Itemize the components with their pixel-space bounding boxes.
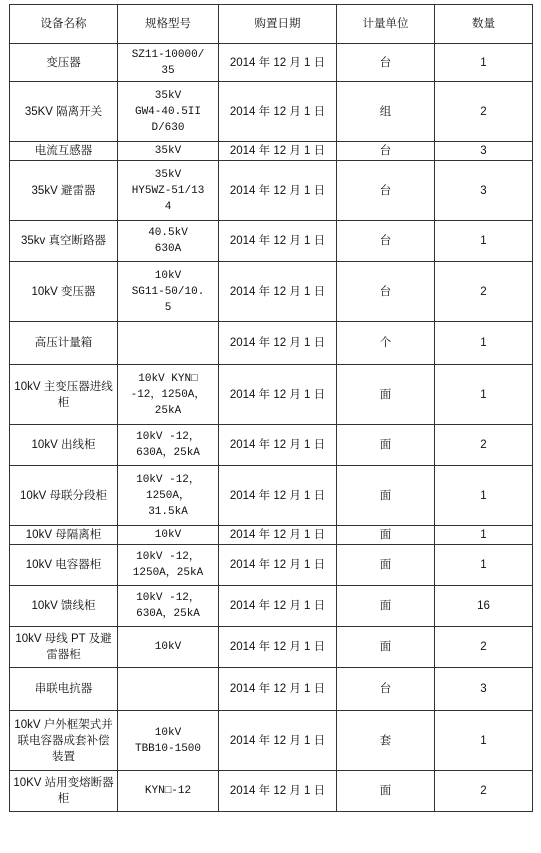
purchase-date: 2014 年 12 月 1 日: [219, 526, 337, 545]
quantity: 1: [435, 44, 533, 82]
equipment-table: [9, 4, 533, 812]
quantity: 2: [435, 425, 533, 466]
unit: 台: [337, 142, 435, 161]
unit: 面: [337, 586, 435, 627]
quantity: 2: [435, 627, 533, 668]
spec-model: [118, 545, 219, 586]
unit: 台: [337, 262, 435, 322]
equipment-name: 10KV 站用变熔断器柜: [10, 771, 118, 812]
spec-line: 35: [161, 64, 175, 77]
spec-line: 5: [164, 301, 172, 314]
spec-model: [118, 161, 219, 221]
spec-model: [118, 262, 219, 322]
unit: 面: [337, 545, 435, 586]
purchase-date: 2014 年 12 月 1 日: [219, 142, 337, 161]
spec-line: -12，1250A，: [130, 388, 206, 401]
equipment-name: 10kV 馈线柜: [10, 586, 118, 627]
equipment-name: 10kV 母线 PT 及避雷器柜: [10, 627, 118, 668]
spec-line: SZ11-10000/: [131, 48, 205, 61]
purchase-date: 2014 年 12 月 1 日: [219, 425, 337, 466]
purchase-date: 2014 年 12 月 1 日: [219, 466, 337, 526]
spec-model: [118, 425, 219, 466]
purchase-date: 2014 年 12 月 1 日: [219, 668, 337, 711]
table-row: [10, 545, 533, 586]
spec-line: 10kV -12，: [136, 473, 200, 486]
equipment-name: 10kV 母隔离柜: [10, 526, 118, 545]
table-row: [10, 142, 533, 161]
equipment-name: 10kV 户外框架式并联电容器成套补偿装置: [10, 711, 118, 771]
unit: 组: [337, 82, 435, 142]
unit: 台: [337, 161, 435, 221]
spec-line: D/630: [151, 121, 185, 134]
spec-line: 35kV: [154, 145, 182, 157]
unit: 套: [337, 711, 435, 771]
equipment-name: 串联电抗器: [10, 668, 118, 711]
spec-line: GW4-40.5II: [134, 105, 201, 118]
equipment-name: 10kV 母联分段柜: [10, 466, 118, 526]
unit: 面: [337, 425, 435, 466]
equipment-name: 35kV 避雷器: [10, 161, 118, 221]
unit: 面: [337, 466, 435, 526]
unit: 面: [337, 771, 435, 812]
header-qty: 数量: [435, 5, 533, 44]
table-row: [10, 44, 533, 82]
spec-line: 10kV: [154, 641, 182, 653]
equipment-name: 35kv 真空断路器: [10, 221, 118, 262]
table-row: [10, 668, 533, 711]
spec-model: [118, 221, 219, 262]
spec-line: 1250A，: [145, 489, 190, 502]
equipment-name: 10kV 出线柜: [10, 425, 118, 466]
equipment-name: 变压器: [10, 44, 118, 82]
spec-model: [118, 711, 219, 771]
spec-model: [118, 586, 219, 627]
spec-model: [118, 365, 219, 425]
quantity: 2: [435, 82, 533, 142]
header-row: [10, 5, 533, 44]
spec-model: [118, 771, 219, 812]
spec-line: 630A，25kA: [136, 608, 200, 620]
purchase-date: 2014 年 12 月 1 日: [219, 586, 337, 627]
header-unit: 计量单位: [337, 5, 435, 44]
spec-line: 10kV: [154, 269, 182, 282]
unit: 面: [337, 627, 435, 668]
quantity: 1: [435, 526, 533, 545]
unit: 台: [337, 668, 435, 711]
equipment-name: 10kV 变压器: [10, 262, 118, 322]
spec-model: [118, 44, 219, 82]
table-row: [10, 221, 533, 262]
purchase-date: 2014 年 12 月 1 日: [219, 545, 337, 586]
purchase-date: 2014 年 12 月 1 日: [219, 322, 337, 365]
spec-line: TBB10-1500: [134, 742, 201, 755]
purchase-date: 2014 年 12 月 1 日: [219, 161, 337, 221]
header-spec: 规格型号: [118, 5, 219, 44]
table-row: [10, 771, 533, 812]
table-row: [10, 82, 533, 142]
quantity: 2: [435, 262, 533, 322]
unit: 台: [337, 221, 435, 262]
spec-line: KYN□-12: [144, 785, 192, 797]
spec-line: 630A，25kA: [136, 447, 200, 459]
spec-line: 10kV: [154, 529, 182, 541]
table-body: [10, 44, 533, 812]
purchase-date: 2014 年 12 月 1 日: [219, 82, 337, 142]
equipment-name: 35KV 隔离开关: [10, 82, 118, 142]
spec-model: [118, 668, 219, 711]
spec-line: 630A: [154, 243, 182, 255]
purchase-date: 2014 年 12 月 1 日: [219, 627, 337, 668]
quantity: 3: [435, 161, 533, 221]
equipment-name: 10kV 电容器柜: [10, 545, 118, 586]
purchase-date: 2014 年 12 月 1 日: [219, 711, 337, 771]
purchase-date: 2014 年 12 月 1 日: [219, 365, 337, 425]
unit: 面: [337, 526, 435, 545]
table-row: [10, 586, 533, 627]
quantity: 2: [435, 771, 533, 812]
header-name: 设备名称: [10, 5, 118, 44]
table-row: [10, 365, 533, 425]
spec-model: [118, 526, 219, 545]
quantity: 16: [435, 586, 533, 627]
spec-line: 4: [164, 200, 172, 213]
purchase-date: 2014 年 12 月 1 日: [219, 221, 337, 262]
spec-line: 10kV -12，: [136, 551, 200, 563]
unit: 台: [337, 44, 435, 82]
spec-line: 10kV -12，: [136, 592, 200, 604]
spec-line: 1250A，25kA: [132, 567, 204, 579]
quantity: 1: [435, 711, 533, 771]
table-row: [10, 466, 533, 526]
unit: 面: [337, 365, 435, 425]
table-row: [10, 425, 533, 466]
equipment-name: 10kV 主变压器进线柜: [10, 365, 118, 425]
spec-line: 10kV KYN□: [138, 372, 198, 385]
spec-line: 35kV: [154, 89, 182, 102]
spec-line: 25kA: [154, 404, 182, 417]
table-row: [10, 161, 533, 221]
table-row: [10, 262, 533, 322]
spec-line: 40.5kV: [148, 227, 188, 239]
spec-model: [118, 466, 219, 526]
purchase-date: 2014 年 12 月 1 日: [219, 44, 337, 82]
spec-line: 10kV -12，: [136, 431, 200, 443]
table-row: [10, 711, 533, 771]
spec-model: [118, 322, 219, 365]
spec-line: HY5WZ-51/13: [131, 184, 205, 197]
spec-line: 35kV: [154, 168, 182, 181]
quantity: 1: [435, 221, 533, 262]
header-date: 购置日期: [219, 5, 337, 44]
spec-line: 31.5kA: [148, 505, 188, 518]
table-row: [10, 322, 533, 365]
spec-line: SG11-50/10.: [131, 285, 205, 298]
unit: 个: [337, 322, 435, 365]
quantity: 1: [435, 466, 533, 526]
spec-model: [118, 142, 219, 161]
quantity: 1: [435, 545, 533, 586]
purchase-date: 2014 年 12 月 1 日: [219, 771, 337, 812]
purchase-date: 2014 年 12 月 1 日: [219, 262, 337, 322]
table-row: [10, 627, 533, 668]
equipment-name: 电流互感器: [10, 142, 118, 161]
quantity: 1: [435, 365, 533, 425]
quantity: 3: [435, 668, 533, 711]
quantity: 1: [435, 322, 533, 365]
table-row: [10, 526, 533, 545]
quantity: 3: [435, 142, 533, 161]
spec-line: 10kV: [154, 726, 182, 739]
equipment-name: 高压计量箱: [10, 322, 118, 365]
spec-model: [118, 627, 219, 668]
spec-model: [118, 82, 219, 142]
